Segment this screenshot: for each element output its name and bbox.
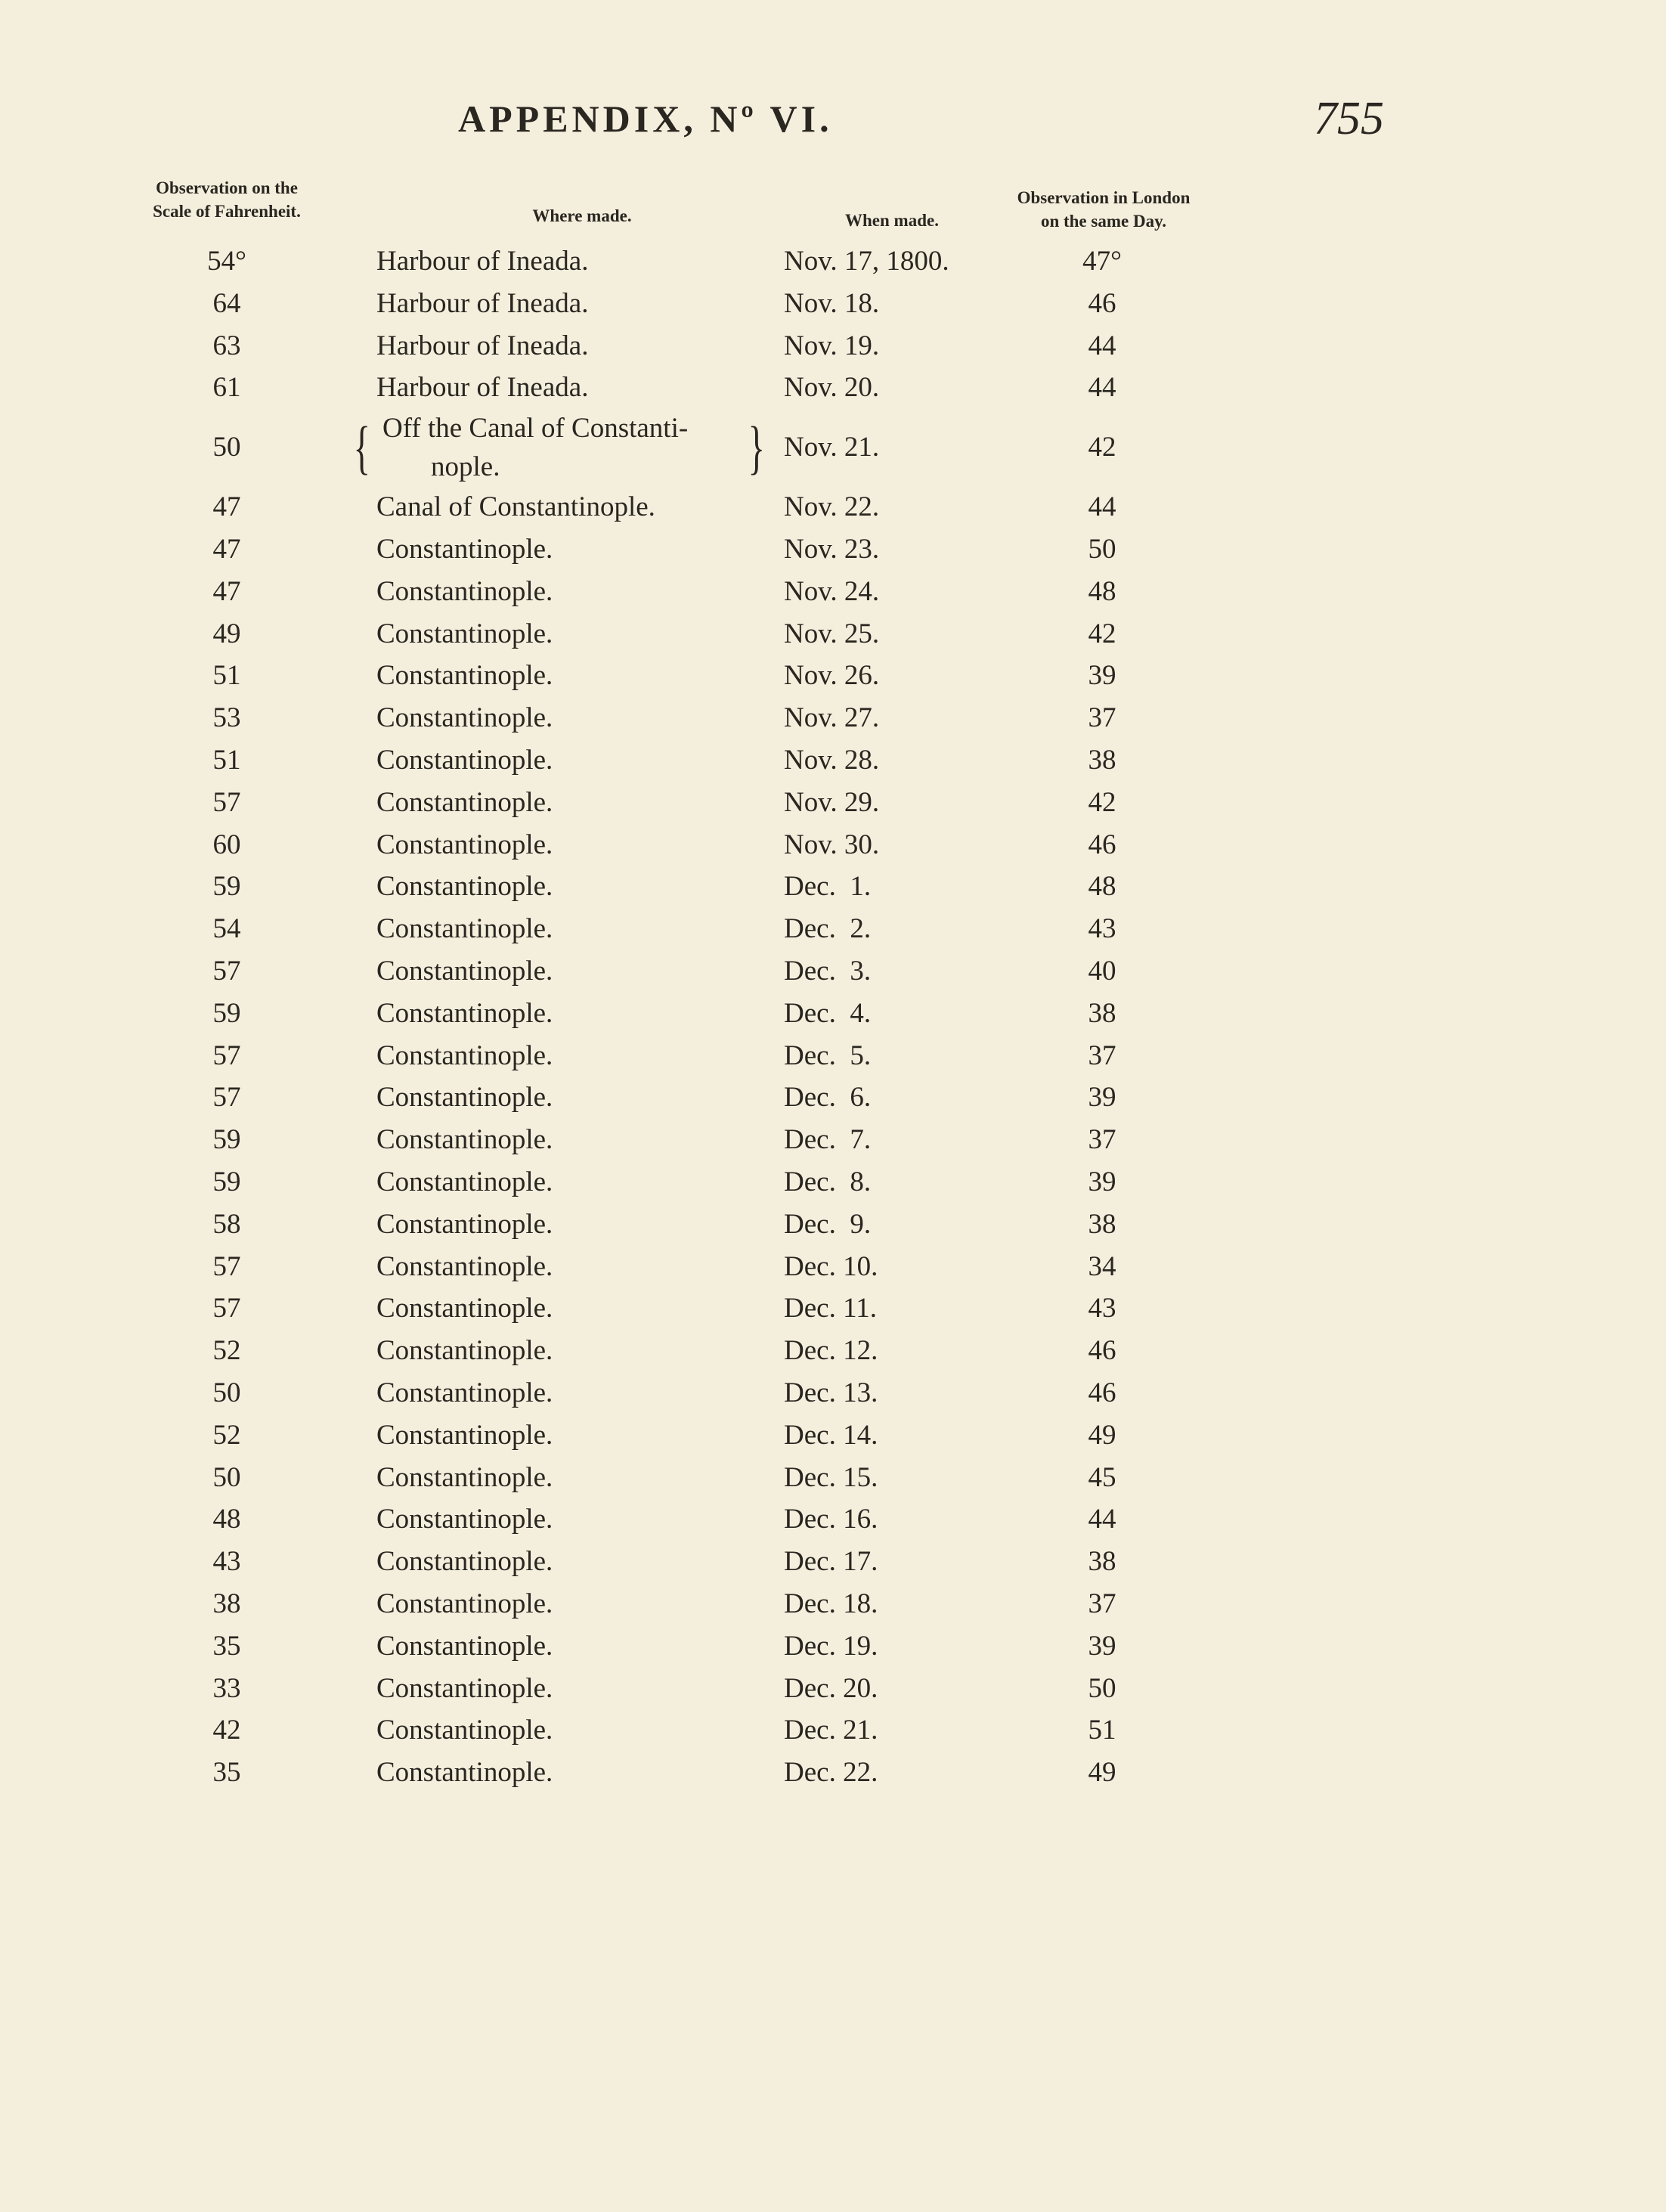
fahrenheit-value: 50 bbox=[212, 1461, 241, 1493]
where-made-value: Constantinople. bbox=[376, 1166, 553, 1197]
london-value: 43 bbox=[1088, 913, 1116, 945]
when-made-value: Dec. 18. bbox=[784, 1588, 878, 1619]
table-row bbox=[0, 739, 1666, 782]
fahrenheit-value: 57 bbox=[212, 786, 241, 818]
when-made-value: Nov. 22. bbox=[784, 491, 880, 523]
london-value: 49 bbox=[1088, 1419, 1116, 1451]
table-row bbox=[0, 1583, 1666, 1625]
fahrenheit-value: 59 bbox=[212, 997, 241, 1029]
when-made-value: Nov. 27. bbox=[784, 702, 880, 734]
where-made-value: Constantinople. bbox=[376, 1208, 553, 1240]
fahrenheit-value: 47 bbox=[212, 533, 241, 565]
where-made-value: Constantinople. bbox=[376, 1377, 553, 1408]
running-title: APPENDIX, Nº VI. bbox=[458, 98, 833, 140]
fahrenheit-value: 57 bbox=[212, 1250, 241, 1282]
where-made-value: Harbour of Ineada. bbox=[376, 246, 589, 277]
where-made-value: Constantinople. bbox=[376, 1293, 553, 1324]
when-made-value: Nov. 25. bbox=[784, 618, 880, 649]
fahrenheit-value: 50 bbox=[212, 432, 241, 463]
where-made-value: Constantinople. bbox=[376, 1124, 553, 1156]
where-made-line: nople. bbox=[431, 451, 500, 483]
london-value: 43 bbox=[1088, 1293, 1116, 1324]
london-value: 42 bbox=[1088, 786, 1116, 818]
when-made-value: Dec. 7. bbox=[784, 1124, 872, 1156]
table-row bbox=[0, 1246, 1666, 1288]
table-row bbox=[0, 409, 1666, 486]
london-value: 38 bbox=[1088, 997, 1116, 1029]
column-header-london bbox=[975, 186, 1232, 233]
column-header-fahrenheit-line-1: Observation on the bbox=[156, 178, 298, 197]
table-row bbox=[0, 1161, 1666, 1204]
when-made-value: Dec. 14. bbox=[784, 1419, 878, 1451]
fahrenheit-value: 52 bbox=[212, 1335, 241, 1367]
fahrenheit-value: 35 bbox=[212, 1630, 241, 1662]
london-value: 42 bbox=[1088, 432, 1116, 463]
when-made-value: Dec. 3. bbox=[784, 955, 872, 987]
page-header bbox=[0, 93, 1666, 150]
where-made-value: Constantinople. bbox=[376, 533, 553, 565]
when-made-value: Dec. 2. bbox=[784, 913, 872, 945]
london-value: 44 bbox=[1088, 330, 1116, 361]
table-row bbox=[0, 1709, 1666, 1752]
where-made-value: Constantinople. bbox=[376, 1335, 553, 1367]
where-made-value: Constantinople. bbox=[376, 829, 553, 860]
table-row bbox=[0, 240, 1666, 283]
london-value: 46 bbox=[1088, 829, 1116, 860]
table-row bbox=[0, 1035, 1666, 1077]
fahrenheit-value: 58 bbox=[212, 1208, 241, 1240]
table-row bbox=[0, 1077, 1666, 1119]
when-made-value: Dec. 4. bbox=[784, 997, 872, 1029]
fahrenheit-value: 48 bbox=[212, 1504, 241, 1535]
table-row bbox=[0, 486, 1666, 528]
where-made-value: Constantinople. bbox=[376, 1672, 553, 1704]
fahrenheit-value: 61 bbox=[212, 372, 241, 404]
when-made-value: Dec. 6. bbox=[784, 1082, 872, 1114]
table-row bbox=[0, 1204, 1666, 1246]
observation-table bbox=[0, 240, 1666, 1794]
where-made-value: Constantinople. bbox=[376, 1715, 553, 1746]
london-value: 38 bbox=[1088, 1546, 1116, 1578]
table-row bbox=[0, 1287, 1666, 1330]
table-row bbox=[0, 1414, 1666, 1457]
london-value: 37 bbox=[1088, 1124, 1116, 1156]
where-made-value: Constantinople. bbox=[376, 1461, 553, 1493]
table-row bbox=[0, 571, 1666, 613]
fahrenheit-value: 50 bbox=[212, 1377, 241, 1408]
fahrenheit-value: 51 bbox=[212, 744, 241, 776]
london-value: 51 bbox=[1088, 1715, 1116, 1746]
fahrenheit-value: 35 bbox=[212, 1757, 241, 1789]
when-made-value: Nov. 19. bbox=[784, 330, 880, 361]
fahrenheit-value: 33 bbox=[212, 1672, 241, 1704]
where-made-value: Constantinople. bbox=[376, 1504, 553, 1535]
when-made-value: Nov. 26. bbox=[784, 660, 880, 692]
london-value: 46 bbox=[1088, 1377, 1116, 1408]
when-made-value: Dec. 19. bbox=[784, 1630, 878, 1662]
when-made-value: Nov. 17, 1800. bbox=[784, 246, 949, 277]
page-number: 755 bbox=[1314, 93, 1384, 144]
table-row bbox=[0, 993, 1666, 1035]
fahrenheit-value: 54° bbox=[207, 246, 246, 277]
where-made-line: Off the Canal of Constanti- bbox=[382, 413, 689, 445]
london-value: 39 bbox=[1088, 1630, 1116, 1662]
london-value: 39 bbox=[1088, 1166, 1116, 1197]
where-made-value bbox=[382, 409, 688, 486]
fahrenheit-value: 47 bbox=[212, 491, 241, 523]
table-row bbox=[0, 908, 1666, 950]
table-row bbox=[0, 1119, 1666, 1161]
table-row bbox=[0, 1498, 1666, 1541]
london-value: 42 bbox=[1088, 618, 1116, 649]
fahrenheit-value: 53 bbox=[212, 702, 241, 734]
when-made-value: Dec. 16. bbox=[784, 1504, 878, 1535]
table-row bbox=[0, 1625, 1666, 1668]
where-made-value: Harbour of Ineada. bbox=[376, 287, 589, 319]
where-made-value: Constantinople. bbox=[376, 575, 553, 607]
column-header-london-line-2: on the same Day. bbox=[1040, 212, 1167, 231]
where-made-value: Constantinople. bbox=[376, 1039, 553, 1071]
when-made-value: Dec. 1. bbox=[784, 871, 872, 903]
table-row bbox=[0, 613, 1666, 655]
london-value: 48 bbox=[1088, 575, 1116, 607]
when-made-value: Dec. 21. bbox=[784, 1715, 878, 1746]
fahrenheit-value: 38 bbox=[212, 1588, 241, 1619]
where-made-value: Constantinople. bbox=[376, 871, 553, 903]
when-made-value: Dec. 13. bbox=[784, 1377, 878, 1408]
where-made-value: Harbour of Ineada. bbox=[376, 330, 589, 361]
table-row bbox=[0, 655, 1666, 697]
fahrenheit-value: 54 bbox=[212, 913, 241, 945]
where-made-value: Canal of Constantinople. bbox=[376, 491, 655, 523]
when-made-value: Dec. 20. bbox=[784, 1672, 878, 1704]
london-value: 50 bbox=[1088, 533, 1116, 565]
when-made-value: Dec. 8. bbox=[784, 1166, 872, 1197]
column-header-when: When made. bbox=[845, 211, 939, 230]
london-value: 44 bbox=[1088, 372, 1116, 404]
when-made-value: Dec. 22. bbox=[784, 1757, 878, 1789]
fahrenheit-value: 42 bbox=[212, 1715, 241, 1746]
table-row bbox=[0, 950, 1666, 993]
fahrenheit-value: 59 bbox=[212, 1166, 241, 1197]
when-made-value: Dec. 10. bbox=[784, 1250, 878, 1282]
column-header-where: Where made. bbox=[532, 206, 632, 225]
table-row bbox=[0, 1752, 1666, 1794]
london-value: 46 bbox=[1088, 1335, 1116, 1367]
table-row bbox=[0, 528, 1666, 571]
table-row bbox=[0, 824, 1666, 866]
where-made-value: Constantinople. bbox=[376, 997, 553, 1029]
where-made-value: Constantinople. bbox=[376, 1630, 553, 1662]
where-made-value: Constantinople. bbox=[376, 786, 553, 818]
table-row bbox=[0, 1457, 1666, 1499]
where-made-value: Constantinople. bbox=[376, 1419, 553, 1451]
table-row bbox=[0, 325, 1666, 367]
when-made-value: Dec. 11. bbox=[784, 1293, 877, 1324]
fahrenheit-value: 60 bbox=[212, 829, 241, 860]
table-row bbox=[0, 697, 1666, 739]
fahrenheit-value: 59 bbox=[212, 1124, 241, 1156]
when-made-value: Dec. 5. bbox=[784, 1039, 872, 1071]
when-made-value: Dec. 17. bbox=[784, 1546, 878, 1578]
london-value: 39 bbox=[1088, 660, 1116, 692]
fahrenheit-value: 63 bbox=[212, 330, 241, 361]
london-value: 37 bbox=[1088, 702, 1116, 734]
when-made-value: Nov. 30. bbox=[784, 829, 880, 860]
when-made-value: Nov. 21. bbox=[784, 432, 880, 463]
where-made-value: Constantinople. bbox=[376, 618, 553, 649]
london-value: 38 bbox=[1088, 744, 1116, 776]
right-brace-glyph: } bbox=[748, 414, 765, 481]
when-made-value: Dec. 15. bbox=[784, 1461, 878, 1493]
column-header-fahrenheit bbox=[121, 176, 333, 223]
london-value: 44 bbox=[1088, 491, 1116, 523]
fahrenheit-value: 64 bbox=[212, 287, 241, 319]
london-value: 39 bbox=[1088, 1082, 1116, 1114]
when-made-value: Nov. 29. bbox=[784, 786, 880, 818]
fahrenheit-value: 57 bbox=[212, 1293, 241, 1324]
where-made-value: Constantinople. bbox=[376, 913, 553, 945]
where-made-value: Constantinople. bbox=[376, 1757, 553, 1789]
when-made-value: Nov. 23. bbox=[784, 533, 880, 565]
london-value: 45 bbox=[1088, 1461, 1116, 1493]
london-value: 44 bbox=[1088, 1504, 1116, 1535]
london-value: 46 bbox=[1088, 287, 1116, 319]
london-value: 34 bbox=[1088, 1250, 1116, 1282]
london-value: 38 bbox=[1088, 1208, 1116, 1240]
where-made-value: Constantinople. bbox=[376, 1250, 553, 1282]
where-made-value: Constantinople. bbox=[376, 1082, 553, 1114]
where-made-value: Constantinople. bbox=[376, 660, 553, 692]
fahrenheit-value: 52 bbox=[212, 1419, 241, 1451]
table-row bbox=[0, 1372, 1666, 1414]
london-value: 37 bbox=[1088, 1039, 1116, 1071]
london-value: 48 bbox=[1088, 871, 1116, 903]
when-made-value: Dec. 9. bbox=[784, 1208, 872, 1240]
where-made-value: Harbour of Ineada. bbox=[376, 372, 589, 404]
left-brace-glyph: { bbox=[353, 414, 370, 481]
when-made-value: Nov. 18. bbox=[784, 287, 880, 319]
where-made-value: Constantinople. bbox=[376, 702, 553, 734]
fahrenheit-value: 59 bbox=[212, 871, 241, 903]
table-row bbox=[0, 866, 1666, 908]
fahrenheit-value: 57 bbox=[212, 1039, 241, 1071]
fahrenheit-value: 57 bbox=[212, 1082, 241, 1114]
table-row bbox=[0, 1330, 1666, 1372]
fahrenheit-value: 49 bbox=[212, 618, 241, 649]
when-made-value: Nov. 20. bbox=[784, 372, 880, 404]
table-row bbox=[0, 1541, 1666, 1583]
london-value: 50 bbox=[1088, 1672, 1116, 1704]
london-value: 47° bbox=[1082, 246, 1122, 277]
where-made-value: Constantinople. bbox=[376, 744, 553, 776]
column-header-london-line-1: Observation in London bbox=[1017, 188, 1191, 207]
when-made-value: Dec. 12. bbox=[784, 1335, 878, 1367]
table-row bbox=[0, 283, 1666, 325]
where-made-value: Constantinople. bbox=[376, 1588, 553, 1619]
fahrenheit-value: 43 bbox=[212, 1546, 241, 1578]
fahrenheit-value: 51 bbox=[212, 660, 241, 692]
where-made-value: Constantinople. bbox=[376, 1546, 553, 1578]
when-made-value: Nov. 24. bbox=[784, 575, 880, 607]
when-made-value: Nov. 28. bbox=[784, 744, 880, 776]
fahrenheit-value: 47 bbox=[212, 575, 241, 607]
london-value: 49 bbox=[1088, 1757, 1116, 1789]
london-value: 37 bbox=[1088, 1588, 1116, 1619]
column-header-fahrenheit-line-2: Scale of Fahrenheit. bbox=[153, 202, 301, 221]
table-row bbox=[0, 1668, 1666, 1710]
london-value: 40 bbox=[1088, 955, 1116, 987]
table-row bbox=[0, 367, 1666, 409]
where-made-value: Constantinople. bbox=[376, 955, 553, 987]
table-row bbox=[0, 782, 1666, 824]
fahrenheit-value: 57 bbox=[212, 955, 241, 987]
